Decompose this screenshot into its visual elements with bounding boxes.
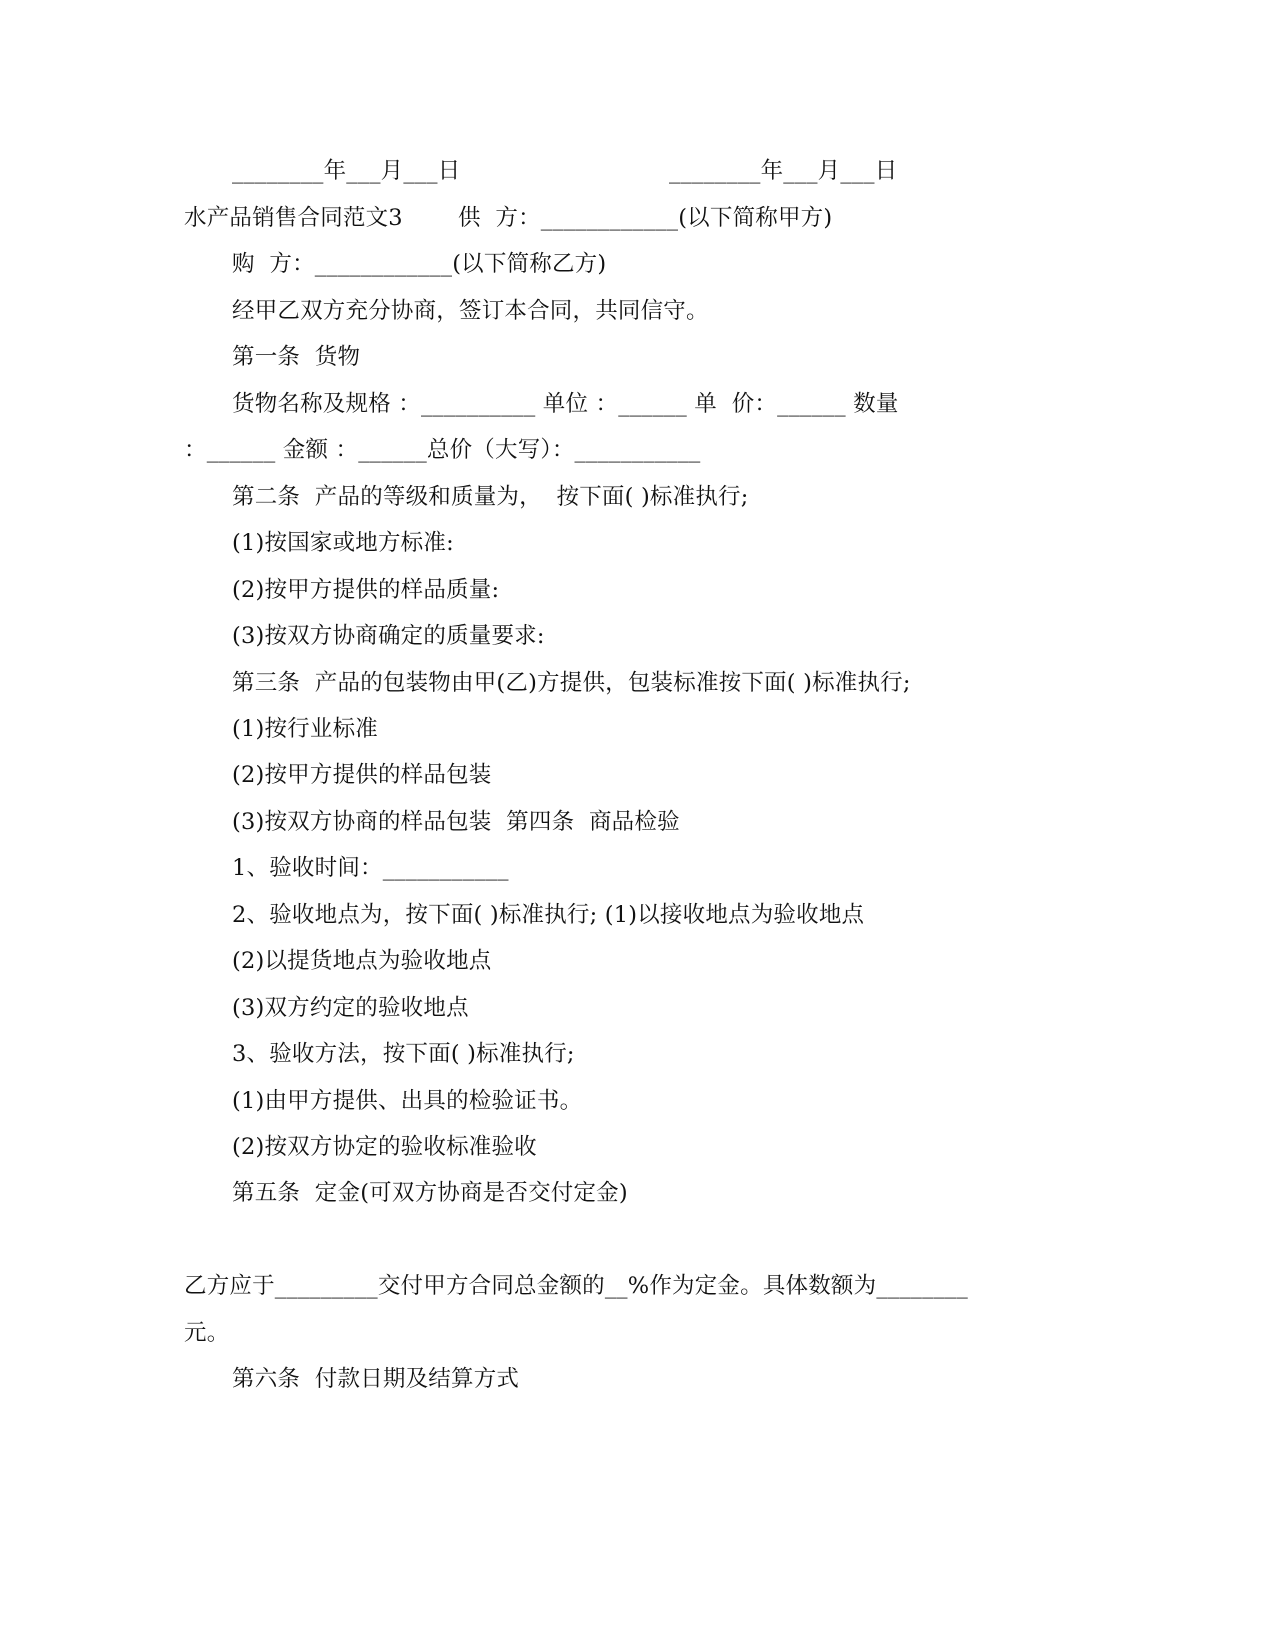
article-2-heading: 第二条 产品的等级和质量为， 按下面( )标准执行; bbox=[232, 484, 749, 510]
document-title: 水产品销售合同范文3 bbox=[184, 205, 403, 231]
deposit-paragraph: 乙方应于_________交付甲方合同总金额的__%作为定金。具体数额为________ bbox=[184, 1273, 968, 1299]
article-3-item-1: (1)按行业标准 bbox=[232, 716, 378, 742]
article-2-item-3: (3)按双方协商确定的质量要求: bbox=[232, 623, 545, 649]
goods-spec-line: 货物名称及规格 ：__________ 单位 ：______ 单 价：______ 数量 bbox=[232, 391, 899, 417]
inspection-method: 3、验收方法，按下面( )标准执行; bbox=[232, 1041, 575, 1067]
article-6-heading: 第六条 付款日期及结算方式 bbox=[232, 1366, 520, 1392]
goods-amount-line: ：______ 金额 ：______总价（大写）：___________ bbox=[184, 437, 701, 463]
article-1-heading: 第一条 货物 bbox=[232, 344, 361, 370]
inspection-place-option-3: (3)双方约定的验收地点 bbox=[232, 995, 469, 1021]
buyer-line: 购 方：____________(以下简称乙方) bbox=[232, 251, 607, 277]
inspection-time: 1、验收时间：___________ bbox=[232, 855, 509, 881]
intro-paragraph: 经甲乙双方充分协商，签订本合同，共同信守。 bbox=[232, 298, 709, 324]
inspection-place-option-2: (2)以提货地点为验收地点 bbox=[232, 948, 492, 974]
article-3-item-3: (3)按双方协商的样品包装 第四条 商品检验 bbox=[232, 809, 680, 835]
date-line-left: ________年___月___日 bbox=[232, 158, 461, 184]
inspection-place: 2、验收地点为，按下面( )标准执行; (1)以接收地点为验收地点 bbox=[232, 902, 865, 928]
article-3-heading: 第三条 产品的包装物由甲(乙)方提供，包装标准按下面( )标准执行; bbox=[232, 670, 911, 696]
inspection-method-option-1: (1)由甲方提供、出具的检验证书。 bbox=[232, 1088, 583, 1114]
article-2-item-2: (2)按甲方提供的样品质量: bbox=[232, 577, 500, 603]
supplier-line: 供 方：____________(以下简称甲方) bbox=[458, 205, 833, 231]
inspection-method-option-2: (2)按双方协定的验收标准验收 bbox=[232, 1134, 537, 1160]
date-line-right: ________年___月___日 bbox=[669, 158, 898, 184]
article-3-item-2: (2)按甲方提供的样品包装 bbox=[232, 762, 492, 788]
article-5-heading: 第五条 定金(可双方协商是否交付定金) bbox=[232, 1180, 628, 1206]
deposit-paragraph-end: 元。 bbox=[184, 1320, 230, 1346]
article-2-item-1: (1)按国家或地方标准: bbox=[232, 530, 454, 556]
